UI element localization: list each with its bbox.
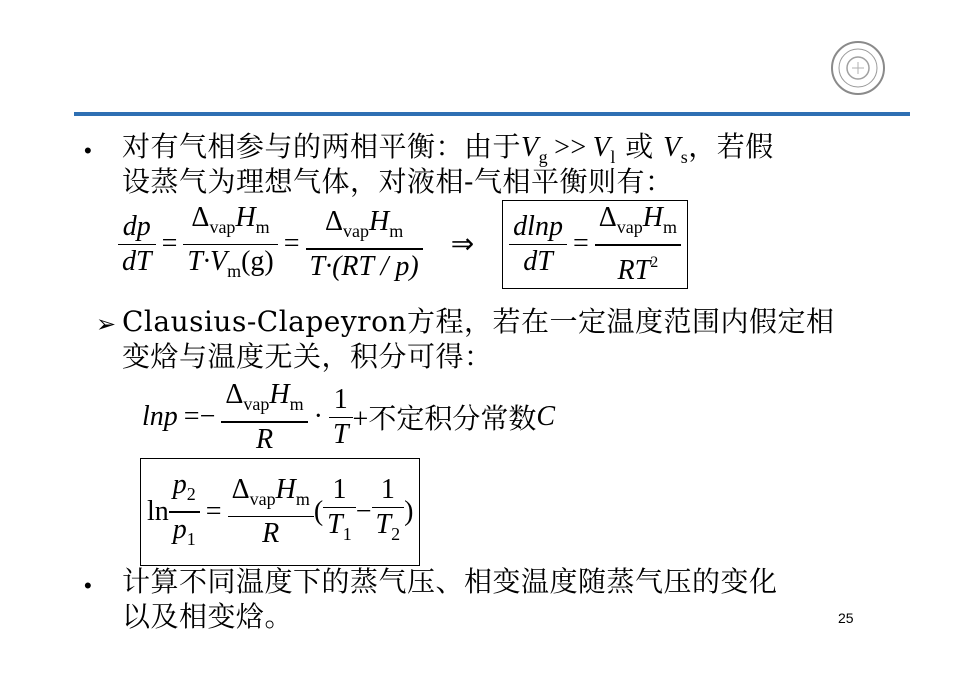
- bullet-marker: •: [84, 138, 92, 163]
- header-divider: [74, 112, 910, 116]
- clausius-line2: 变焓与温度无关，积分可得：: [122, 340, 493, 373]
- clapeyron-equation: $\frac{dp}{dT}$ = $\frac{\Delta_{vap}H_m}{T\cdot V_m(g)}$ = $\frac{\Delta_{vap}H_m}{T\cdot(RT / p)}$ ⇒ $\frac{dlnp}{dT}$ = $\frac{\Delta_{vap}H_m}{RT^2}$: [118, 200, 688, 289]
- bullet2-line2: 以及相变焓。: [122, 600, 294, 633]
- fraction-enthalpy-TV: $\frac{\Delta_{vap}H_m}{T\cdot V_m(g)}$: [183, 201, 277, 289]
- university-seal-logo: [830, 40, 886, 96]
- arrow-bullet-marker: ➢: [96, 310, 117, 338]
- fraction-enthalpy-RTp: $\frac{\Delta_{vap}H_m}{T\cdot(RT / p)}$: [306, 205, 423, 284]
- bullet2-line1: 计算不同温度下的蒸气压、相变温度随蒸气压的变化: [122, 565, 778, 598]
- clausius-line1: Clausius-Clapeyron方程，若在一定温度范围内假定相: [122, 305, 835, 338]
- implies-arrow: ⇒: [450, 229, 475, 261]
- bullet1-line1: 对有气相参与的两相平衡：由于$V_g >> V_l$ 或 $V_s$，若假: [122, 130, 774, 167]
- bullet1-line2: 设蒸气为理想气体，对液相-气相平衡则有：: [122, 165, 674, 198]
- page-number: 25: [838, 610, 854, 626]
- integrated-equation: lnp =− $\frac{\Delta_{vap}H_m}{R}$ · $\frac{1}{T}$ +不定积分常数 C: [142, 379, 556, 455]
- bullet-marker: •: [84, 573, 92, 598]
- boxed-two-point-equation: ln $\frac{p_2}{p_1}$ = $\frac{\Delta_{vap}H_m}{R}$ ( $\frac{1}{T_1}$ − $\frac{1}{T_2}$ ): [140, 458, 420, 566]
- boxed-clausius-clapeyron: $\frac{dlnp}{dT}$ = $\frac{\Delta_{vap}H_m}{RT^2}$: [502, 200, 688, 289]
- fraction-dp-dT: $\frac{dp}{dT}$: [118, 210, 156, 280]
